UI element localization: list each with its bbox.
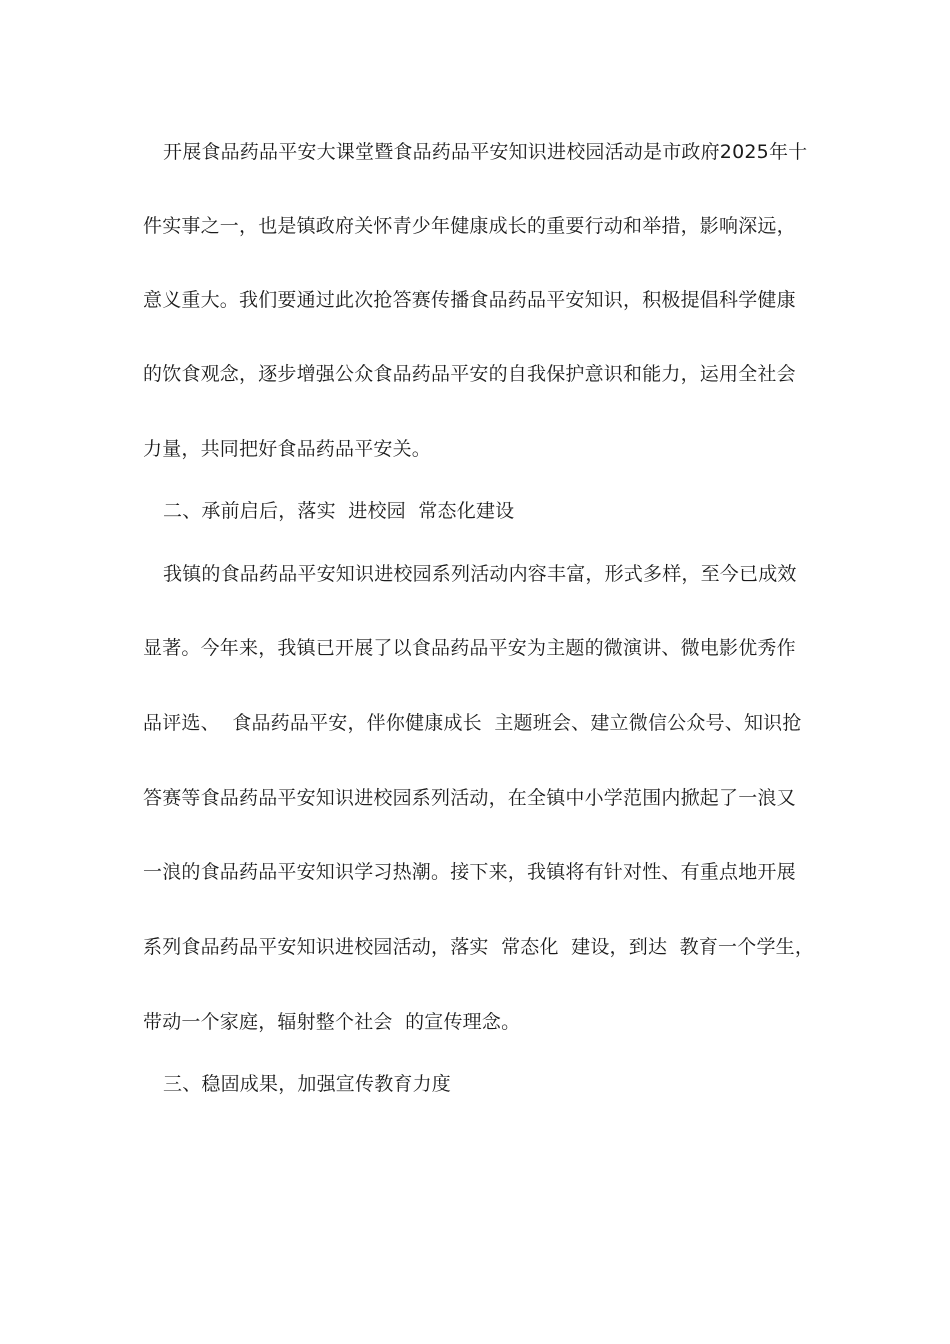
paragraph-2-line-1: 我镇的食品药品平安知识进校园系列活动内容丰富，形式多样，至今已成效 (163, 563, 797, 585)
paragraph-1-line-1: 开展食品药品平安大课堂暨食品药品平安知识进校园活动是市政府2025年十 (163, 141, 808, 163)
paragraph-2-line-3: 品评选、 食品药品平安，伴你健康成长 主题班会、建立微信公众号、知识抢 (143, 712, 802, 734)
paragraph-2-line-7: 带动一个家庭，辐射整个社会 的宣传理念。 (143, 1011, 521, 1033)
paragraph-1-line-3: 意义重大。我们要通过此次抢答赛传播食品药品平安知识，积极提倡科学健康 (143, 289, 796, 311)
paragraph-2-line-6: 系列食品药品平安知识进校园活动，落实 常态化 建设，到达 教育一个学生， (143, 936, 815, 958)
paragraph-1-line-2: 件实事之一，也是镇政府关怀青少年健康成长的重要行动和举措，影响深远， (143, 215, 796, 237)
section-heading-2: 二、承前启后，落实 进校园 常态化建设 (163, 500, 515, 522)
paragraph-1-line-5: 力量，共同把好食品药品平安关。 (143, 438, 432, 460)
paragraph-2-line-4: 答赛等食品药品平安知识进校园系列活动，在全镇中小学范围内掀起了一浪又 (143, 787, 796, 809)
paragraph-1-line-4: 的饮食观念，逐步增强公众食品药品平安的自我保护意识和能力，运用全社会 (143, 363, 796, 385)
section-heading-3: 三、稳固成果，加强宣传教育力度 (163, 1073, 452, 1095)
paragraph-2-line-5: 一浪的食品药品平安知识学习热潮。接下来，我镇将有针对性、有重点地开展 (143, 861, 796, 883)
paragraph-2-line-2: 显著。今年来，我镇已开展了以食品药品平安为主题的微演讲、微电影优秀作 (143, 637, 796, 659)
